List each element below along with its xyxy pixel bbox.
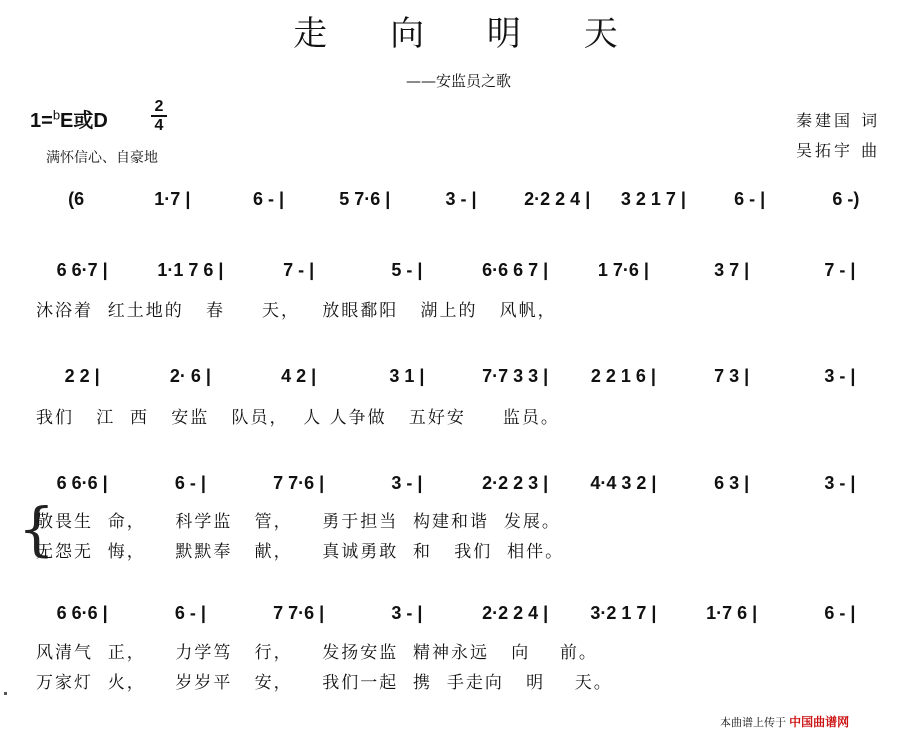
- page-title: 走 向 明 天: [293, 14, 644, 54]
- measure: 7 - |: [283, 259, 315, 280]
- measure: 6 -): [832, 188, 860, 209]
- key-name: E或D: [60, 110, 108, 132]
- measure: 6 3 |: [714, 472, 750, 493]
- measure: 2·2 2 4 |: [482, 602, 549, 623]
- composer-credit: 吴拓宇 曲: [796, 141, 881, 160]
- measure: 6 6·7 |: [56, 259, 108, 280]
- measure: 7 - |: [824, 259, 856, 280]
- measure: 5 7·6 |: [339, 188, 391, 209]
- time-signature: [150, 98, 168, 134]
- lyricist-credit: 秦建国 词: [796, 111, 881, 130]
- footer-credit: [720, 713, 849, 730]
- measure: 6·6 6 7 |: [482, 259, 549, 280]
- measure: 6 - |: [174, 602, 206, 623]
- footer-site-logo: 中国曲谱网: [789, 715, 850, 729]
- notation-line-5: [28, 596, 894, 630]
- measure: 3 - |: [391, 472, 423, 493]
- lyric-line-verse-1: 敬畏生 命， 科学监 管， 勇于担当 构建和谐 发展。: [36, 512, 561, 532]
- measure: 3 - |: [824, 365, 856, 386]
- measure: 2· 6 |: [169, 365, 211, 386]
- measure: 4 2 |: [281, 365, 317, 386]
- lyric-line-verse-1: 风清气 正， 力学笃 行， 发扬安监 精神永远 向 前。: [36, 643, 598, 663]
- measure: 3 - |: [445, 188, 477, 209]
- lyric-line: 我们 江 西 安监 队员， 人 人争做 五好安 监员。: [36, 408, 560, 428]
- measure: 3·2 1 7 |: [590, 602, 657, 623]
- key-signature: [30, 104, 108, 133]
- measure: 3 - |: [824, 472, 856, 493]
- measure: 3 - |: [391, 602, 423, 623]
- measure: 6 - |: [253, 188, 285, 209]
- measure: 3 1 |: [389, 365, 425, 386]
- tempo-marking: 满怀信心、自豪地: [46, 149, 158, 165]
- measure: 7 7·6 |: [273, 472, 325, 493]
- measure: 2 2 1 6 |: [590, 365, 656, 386]
- measure: 7 7·6 |: [273, 602, 325, 623]
- measure: 1·7 |: [154, 188, 191, 209]
- measure: 6 - |: [174, 472, 206, 493]
- measure: 6 6·6 |: [56, 602, 108, 623]
- footer-text: 本曲谱上传于: [720, 717, 786, 729]
- flat-sign: b: [52, 107, 61, 123]
- measure: 6 - |: [824, 602, 856, 623]
- measure: 2 2 |: [64, 365, 100, 386]
- page-subtitle: ——安监员之歌: [405, 72, 511, 90]
- lyric-line-verse-2: 万家灯 火， 岁岁平 安， 我们一起 携 手走向 明 天。: [36, 673, 613, 693]
- notation-line-4: [28, 466, 894, 500]
- stray-dot: [4, 692, 7, 695]
- measure: 1·1 7 6 |: [157, 259, 224, 280]
- measure: 7·7 3 3 |: [482, 365, 549, 386]
- measure: 1 7·6 |: [597, 259, 649, 280]
- key-prefix: 1=: [30, 110, 53, 132]
- lyric-line: 沐浴着 红土地的 春 天， 放眼鄱阳 湖上的 风帆，: [36, 301, 557, 321]
- measure: 2·2 2 4 |: [524, 188, 591, 209]
- measure: 7 3 |: [714, 365, 750, 386]
- verse-brace: {: [18, 495, 55, 563]
- time-signature-top: 2: [154, 98, 164, 115]
- measure: (6: [68, 188, 85, 209]
- notation-line-2: [28, 253, 894, 287]
- time-signature-bottom: 4: [154, 117, 164, 134]
- measure: 4·4 3 2 |: [590, 472, 657, 493]
- lyric-line-verse-2: 无怨无 悔， 默默奉 献， 真诚勇敢 和 我们 相伴。: [36, 542, 565, 562]
- measure: 1·7 6 |: [706, 602, 758, 623]
- measure: 3 7 |: [714, 259, 750, 280]
- measure: 2·2 2 3 |: [482, 472, 549, 493]
- notation-line-1: [28, 182, 894, 216]
- measure: 6 - |: [734, 188, 766, 209]
- measure: 5 - |: [391, 259, 423, 280]
- notation-line-3: [28, 359, 894, 393]
- measure: 3 2 1 7 |: [620, 188, 686, 209]
- measure: 6 6·6 |: [56, 472, 108, 493]
